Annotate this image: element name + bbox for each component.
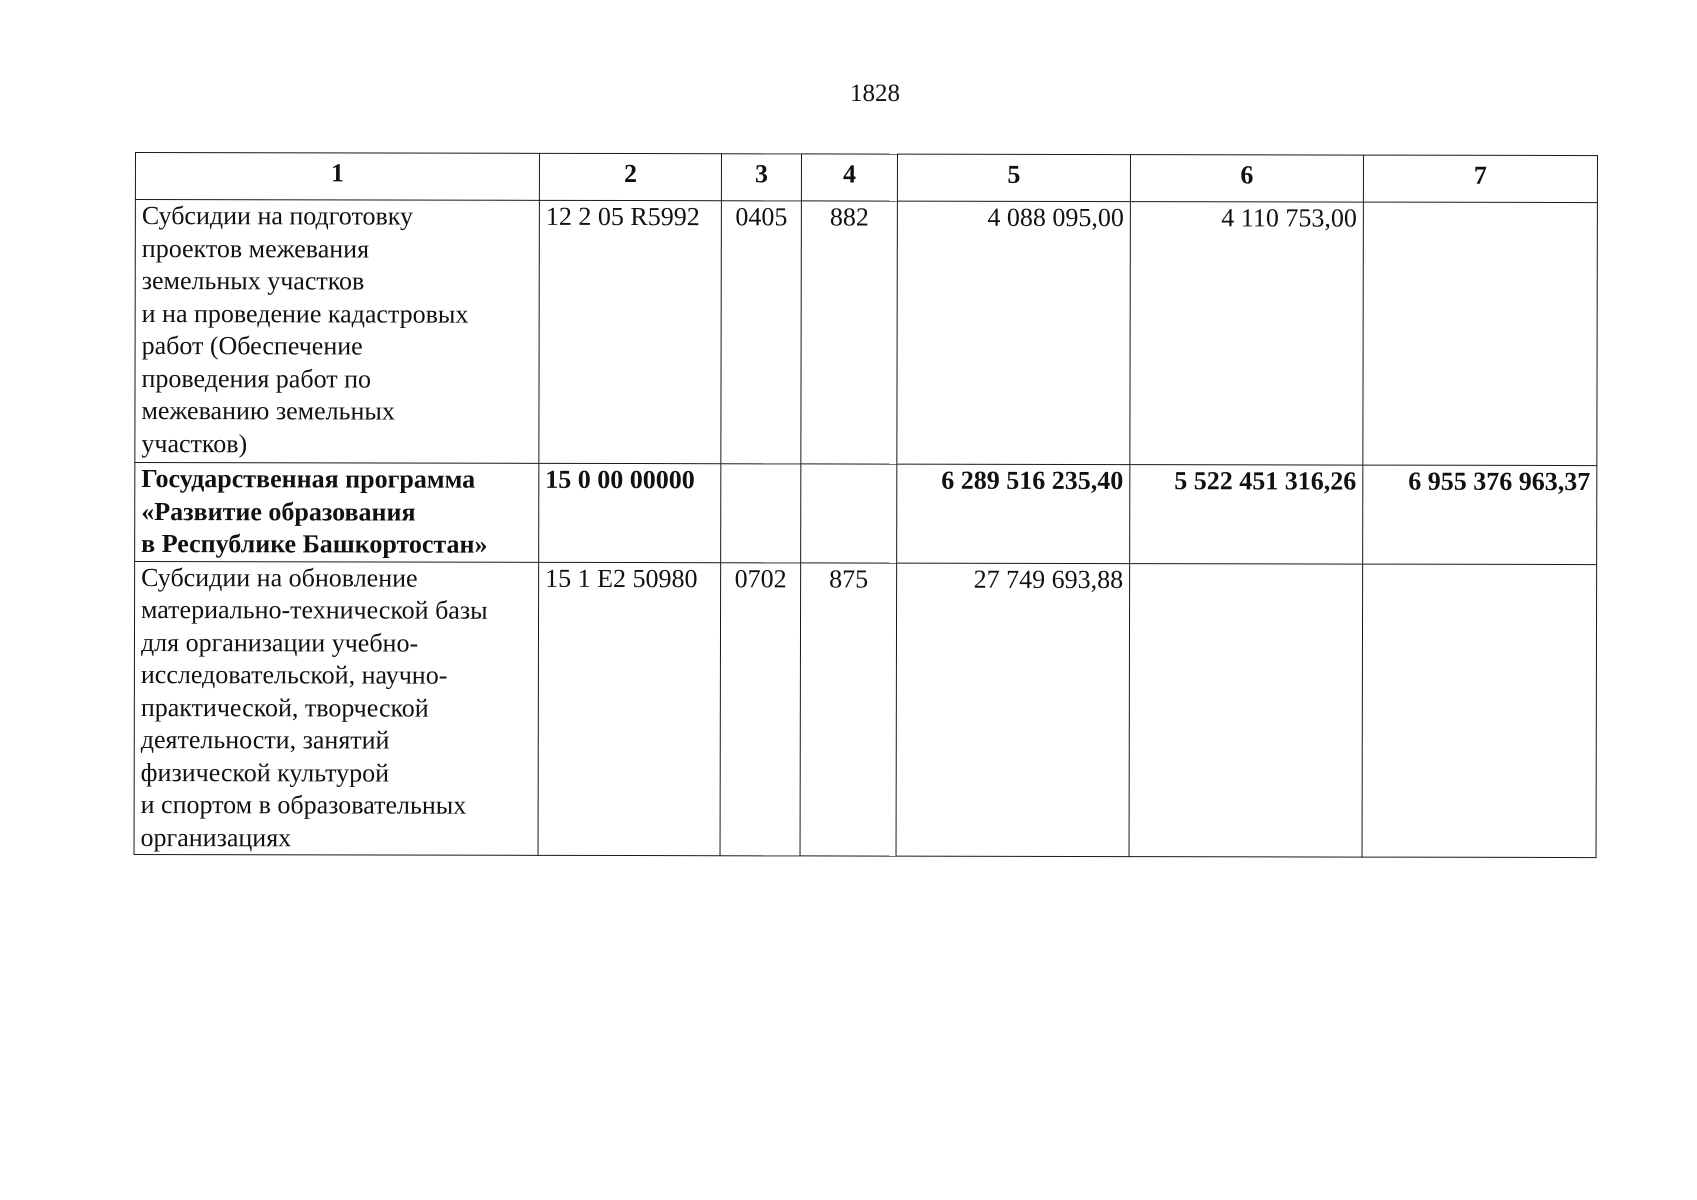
row-name-line: и на проведение кадастровых (141, 298, 469, 329)
row-name-line: проведения работ по (141, 363, 372, 393)
row-name-line: в Республике Башкортостан» (141, 529, 488, 559)
row-name-line: физической культурой (140, 757, 390, 788)
row-name-line: «Развитие образования (141, 496, 416, 527)
amount-column-5: 6 289 516 235,40 (897, 464, 1130, 563)
row-name-line: межеванию земельных (141, 396, 395, 426)
section-code: 0405 (721, 201, 802, 464)
row-name-line: и спортом в образовательных (140, 790, 467, 820)
row-name-line: для организации учебно- (140, 627, 419, 658)
column-header: 6 (1130, 155, 1363, 202)
amount-column-7: 6 955 376 963,37 (1363, 465, 1597, 564)
row-name-line: деятельности, занятий (140, 725, 390, 755)
table-row (135, 200, 1598, 466)
amount-column-6: 5 522 451 316,26 (1130, 465, 1363, 564)
expense-type-code: 875 (800, 562, 897, 856)
row-name-line: Государственная программа (141, 464, 476, 494)
amount-column-5: 27 749 693,88 (896, 563, 1130, 857)
column-header: 1 (135, 153, 539, 201)
column-header: 2 (539, 153, 721, 200)
column-header: 7 (1363, 155, 1597, 202)
row-name-line: исследовательской, научно- (140, 660, 448, 690)
row-name-cell (135, 463, 539, 562)
section-code (721, 464, 801, 563)
column-header: 5 (897, 154, 1130, 201)
table-row (134, 561, 1597, 858)
row-name-line: участков) (141, 428, 248, 458)
section-code: 0702 (720, 562, 801, 856)
budget-table (134, 152, 1598, 858)
table-header-row (135, 153, 1597, 203)
row-name-line: организациях (140, 822, 292, 852)
column-header: 3 (721, 154, 801, 201)
row-name-cell (135, 200, 540, 464)
amount-column-5: 4 088 095,00 (897, 201, 1131, 464)
target-article-code: 12 2 05 R5992 (539, 200, 722, 463)
page-number: 1828 (850, 80, 900, 107)
target-article-code: 15 1 E2 50980 (538, 562, 721, 856)
target-article-code: 15 0 00 00000 (539, 463, 721, 562)
row-name-line: материально-технической базы (141, 595, 488, 625)
expense-type-code: 882 (801, 201, 898, 464)
row-name-line: Субсидии на обновление (141, 562, 418, 593)
row-name-line: практической, творческой (140, 692, 429, 723)
amount-column-6: 4 110 753,00 (1130, 202, 1364, 465)
row-name-line: работ (Обеспечение (141, 331, 363, 361)
row-name-line: Субсидии на подготовку (141, 201, 414, 231)
row-name-line: земельных участков (141, 266, 365, 296)
row-name-line: проектов межевания (141, 233, 370, 263)
amount-column-7 (1362, 564, 1597, 858)
expense-type-code (801, 464, 897, 563)
table-row (135, 463, 1597, 565)
amount-column-6 (1129, 563, 1363, 857)
row-name-cell (134, 561, 539, 855)
column-header: 4 (801, 154, 897, 201)
amount-column-7 (1363, 202, 1598, 465)
